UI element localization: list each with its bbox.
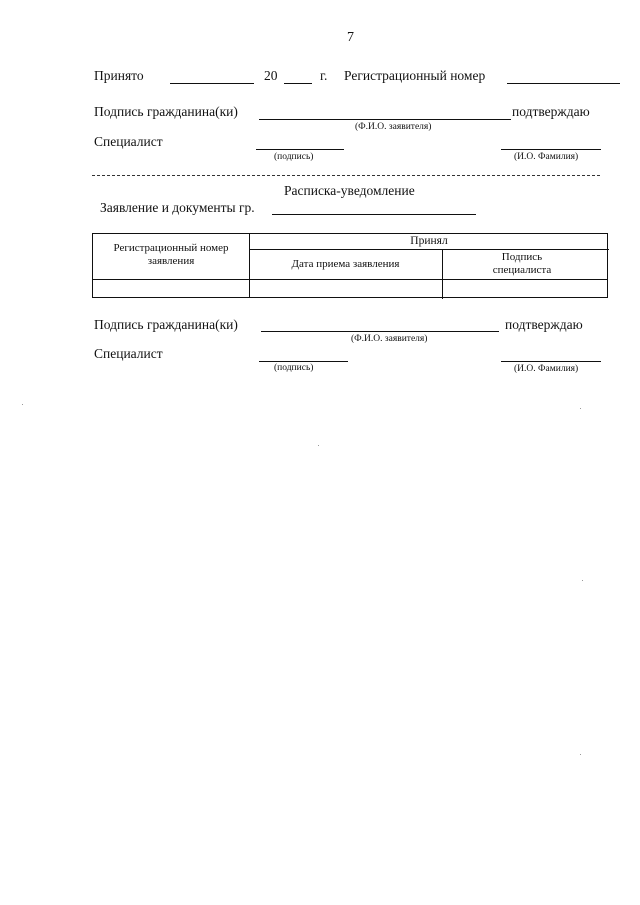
accepted-label: Принято bbox=[94, 68, 144, 83]
specialist-name-field[interactable] bbox=[501, 149, 601, 150]
receipt-table bbox=[92, 233, 608, 298]
cell-signature[interactable] bbox=[443, 280, 608, 298]
scan-speck bbox=[318, 445, 319, 446]
col-reg-number-header: Регистрационный номер заявления bbox=[113, 242, 229, 267]
table-divider bbox=[249, 249, 609, 250]
cell-reg-number[interactable] bbox=[93, 280, 249, 298]
scan-speck bbox=[580, 754, 581, 755]
accepted-date-field[interactable] bbox=[170, 83, 254, 84]
documents-citizen-field[interactable] bbox=[272, 214, 476, 215]
specialist-label: Специалист bbox=[94, 346, 163, 361]
scan-speck bbox=[582, 580, 583, 581]
reg-number-field[interactable] bbox=[507, 83, 620, 84]
citizen-signature-label: Подпись гражданина(ки) bbox=[94, 317, 238, 332]
cut-line bbox=[92, 175, 600, 176]
documents-label: Заявление и документы гр. bbox=[100, 200, 255, 215]
name-caption: (И.О. Фамилия) bbox=[514, 152, 579, 162]
year-prefix: 20 bbox=[264, 68, 278, 83]
applicant-name-caption: (Ф.И.О. заявителя) bbox=[355, 122, 432, 132]
confirm-label: подтверждаю bbox=[505, 317, 583, 332]
scan-speck bbox=[22, 404, 23, 405]
year-field[interactable] bbox=[284, 83, 312, 84]
confirm-label: подтверждаю bbox=[512, 104, 590, 119]
page-number: 7 bbox=[347, 30, 354, 45]
name-caption: (И.О. Фамилия) bbox=[514, 364, 579, 374]
cell-date[interactable] bbox=[250, 280, 442, 298]
col-date-header: Дата приема заявления bbox=[291, 258, 400, 270]
specialist-label: Специалист bbox=[94, 134, 163, 149]
citizen-name-field[interactable] bbox=[261, 331, 499, 332]
citizen-signature-label: Подпись гражданина(ки) bbox=[94, 104, 238, 119]
signature-caption: (подпись) bbox=[274, 152, 314, 162]
citizen-name-field[interactable] bbox=[259, 119, 511, 120]
specialist-signature-field[interactable] bbox=[256, 149, 344, 150]
specialist-signature-field[interactable] bbox=[259, 361, 348, 362]
year-suffix: г. bbox=[320, 68, 328, 83]
col-signature-header: Подпись специалиста bbox=[492, 251, 552, 276]
reg-number-label: Регистрационный номер bbox=[344, 68, 486, 83]
scan-speck bbox=[580, 408, 581, 409]
specialist-name-field[interactable] bbox=[501, 361, 601, 362]
signature-caption: (подпись) bbox=[274, 363, 314, 373]
receipt-title: Расписка-уведомление bbox=[284, 183, 415, 198]
applicant-name-caption: (Ф.И.О. заявителя) bbox=[351, 334, 428, 344]
group-header-accepted: Принял bbox=[410, 235, 448, 247]
